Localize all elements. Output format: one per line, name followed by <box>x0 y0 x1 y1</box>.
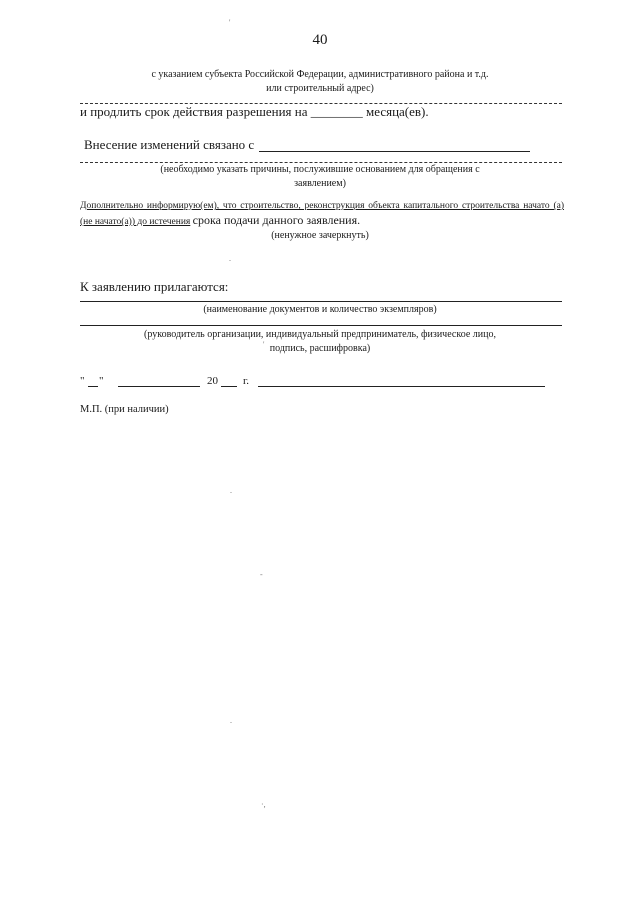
scan-speck: . <box>230 486 232 495</box>
extend-prefix: и продлить срок действия разрешения на <box>80 104 308 119</box>
page-number: 40 <box>312 32 328 48</box>
address-note <box>80 68 560 96</box>
attachments-label: К заявлению прилагаются: <box>80 279 229 294</box>
scan-speck: . <box>229 254 231 263</box>
date-year-field[interactable] <box>221 386 237 387</box>
inform-text-underlined: Дополнительно информирую(ем), что строительство, реконструкция объекта капитального строительства начато (а) (не начато(а)) до истечения <box>80 201 564 227</box>
scan-speck: ·, <box>261 800 266 809</box>
extend-months-blank[interactable]: ________ <box>310 104 363 119</box>
date-year-suffix: г. <box>243 375 250 387</box>
signer-note-line1: (руководитель организации, индивидуальный предприниматель, физическое лицо, <box>144 329 496 340</box>
changes-reason-field[interactable] <box>259 151 530 152</box>
date-quote-open: " <box>80 375 85 387</box>
inform-note: (ненужное зачеркнуть) <box>271 230 369 241</box>
signer-note-line2: подпись, расшифровка) <box>269 343 371 354</box>
changes-note-line1: (необходимо указать причины, послужившие основанием для обращения с <box>160 164 480 175</box>
changes-note <box>80 163 560 191</box>
scan-speck: . <box>230 716 232 725</box>
date-line <box>80 375 560 391</box>
inform-text-deadline: срока подачи данного заявления <box>192 213 358 227</box>
date-day-field[interactable] <box>88 386 98 387</box>
signer-note <box>80 328 560 356</box>
scan-speck: - <box>260 570 263 579</box>
changes-label: Внесение изменений связано с <box>84 137 255 152</box>
date-month-field[interactable] <box>118 386 200 387</box>
scan-speck: ' <box>263 340 265 349</box>
inform-text-dot: . <box>357 213 361 227</box>
extend-suffix: месяца(ев). <box>366 104 429 119</box>
address-note-line2: или строительный адрес) <box>266 83 374 94</box>
address-note-line1: с указанием субъекта Российской Федерации, административного района и т.д. <box>151 69 489 80</box>
date-year-prefix: 20 <box>207 375 218 387</box>
scan-speck: ' <box>229 18 231 27</box>
extend-line <box>80 104 429 120</box>
attachments-field[interactable] <box>80 301 562 302</box>
date-quote-close: " <box>99 375 104 387</box>
inform-paragraph <box>80 199 564 229</box>
changes-note-line2: заявлением) <box>294 178 346 189</box>
signer-field[interactable] <box>80 325 562 326</box>
attachments-note: (наименование документов и количество экземпляров) <box>203 304 437 315</box>
stamp-label: М.П. (при наличии) <box>80 404 169 415</box>
changes-line <box>84 137 254 153</box>
date-signature-field[interactable] <box>258 386 545 387</box>
